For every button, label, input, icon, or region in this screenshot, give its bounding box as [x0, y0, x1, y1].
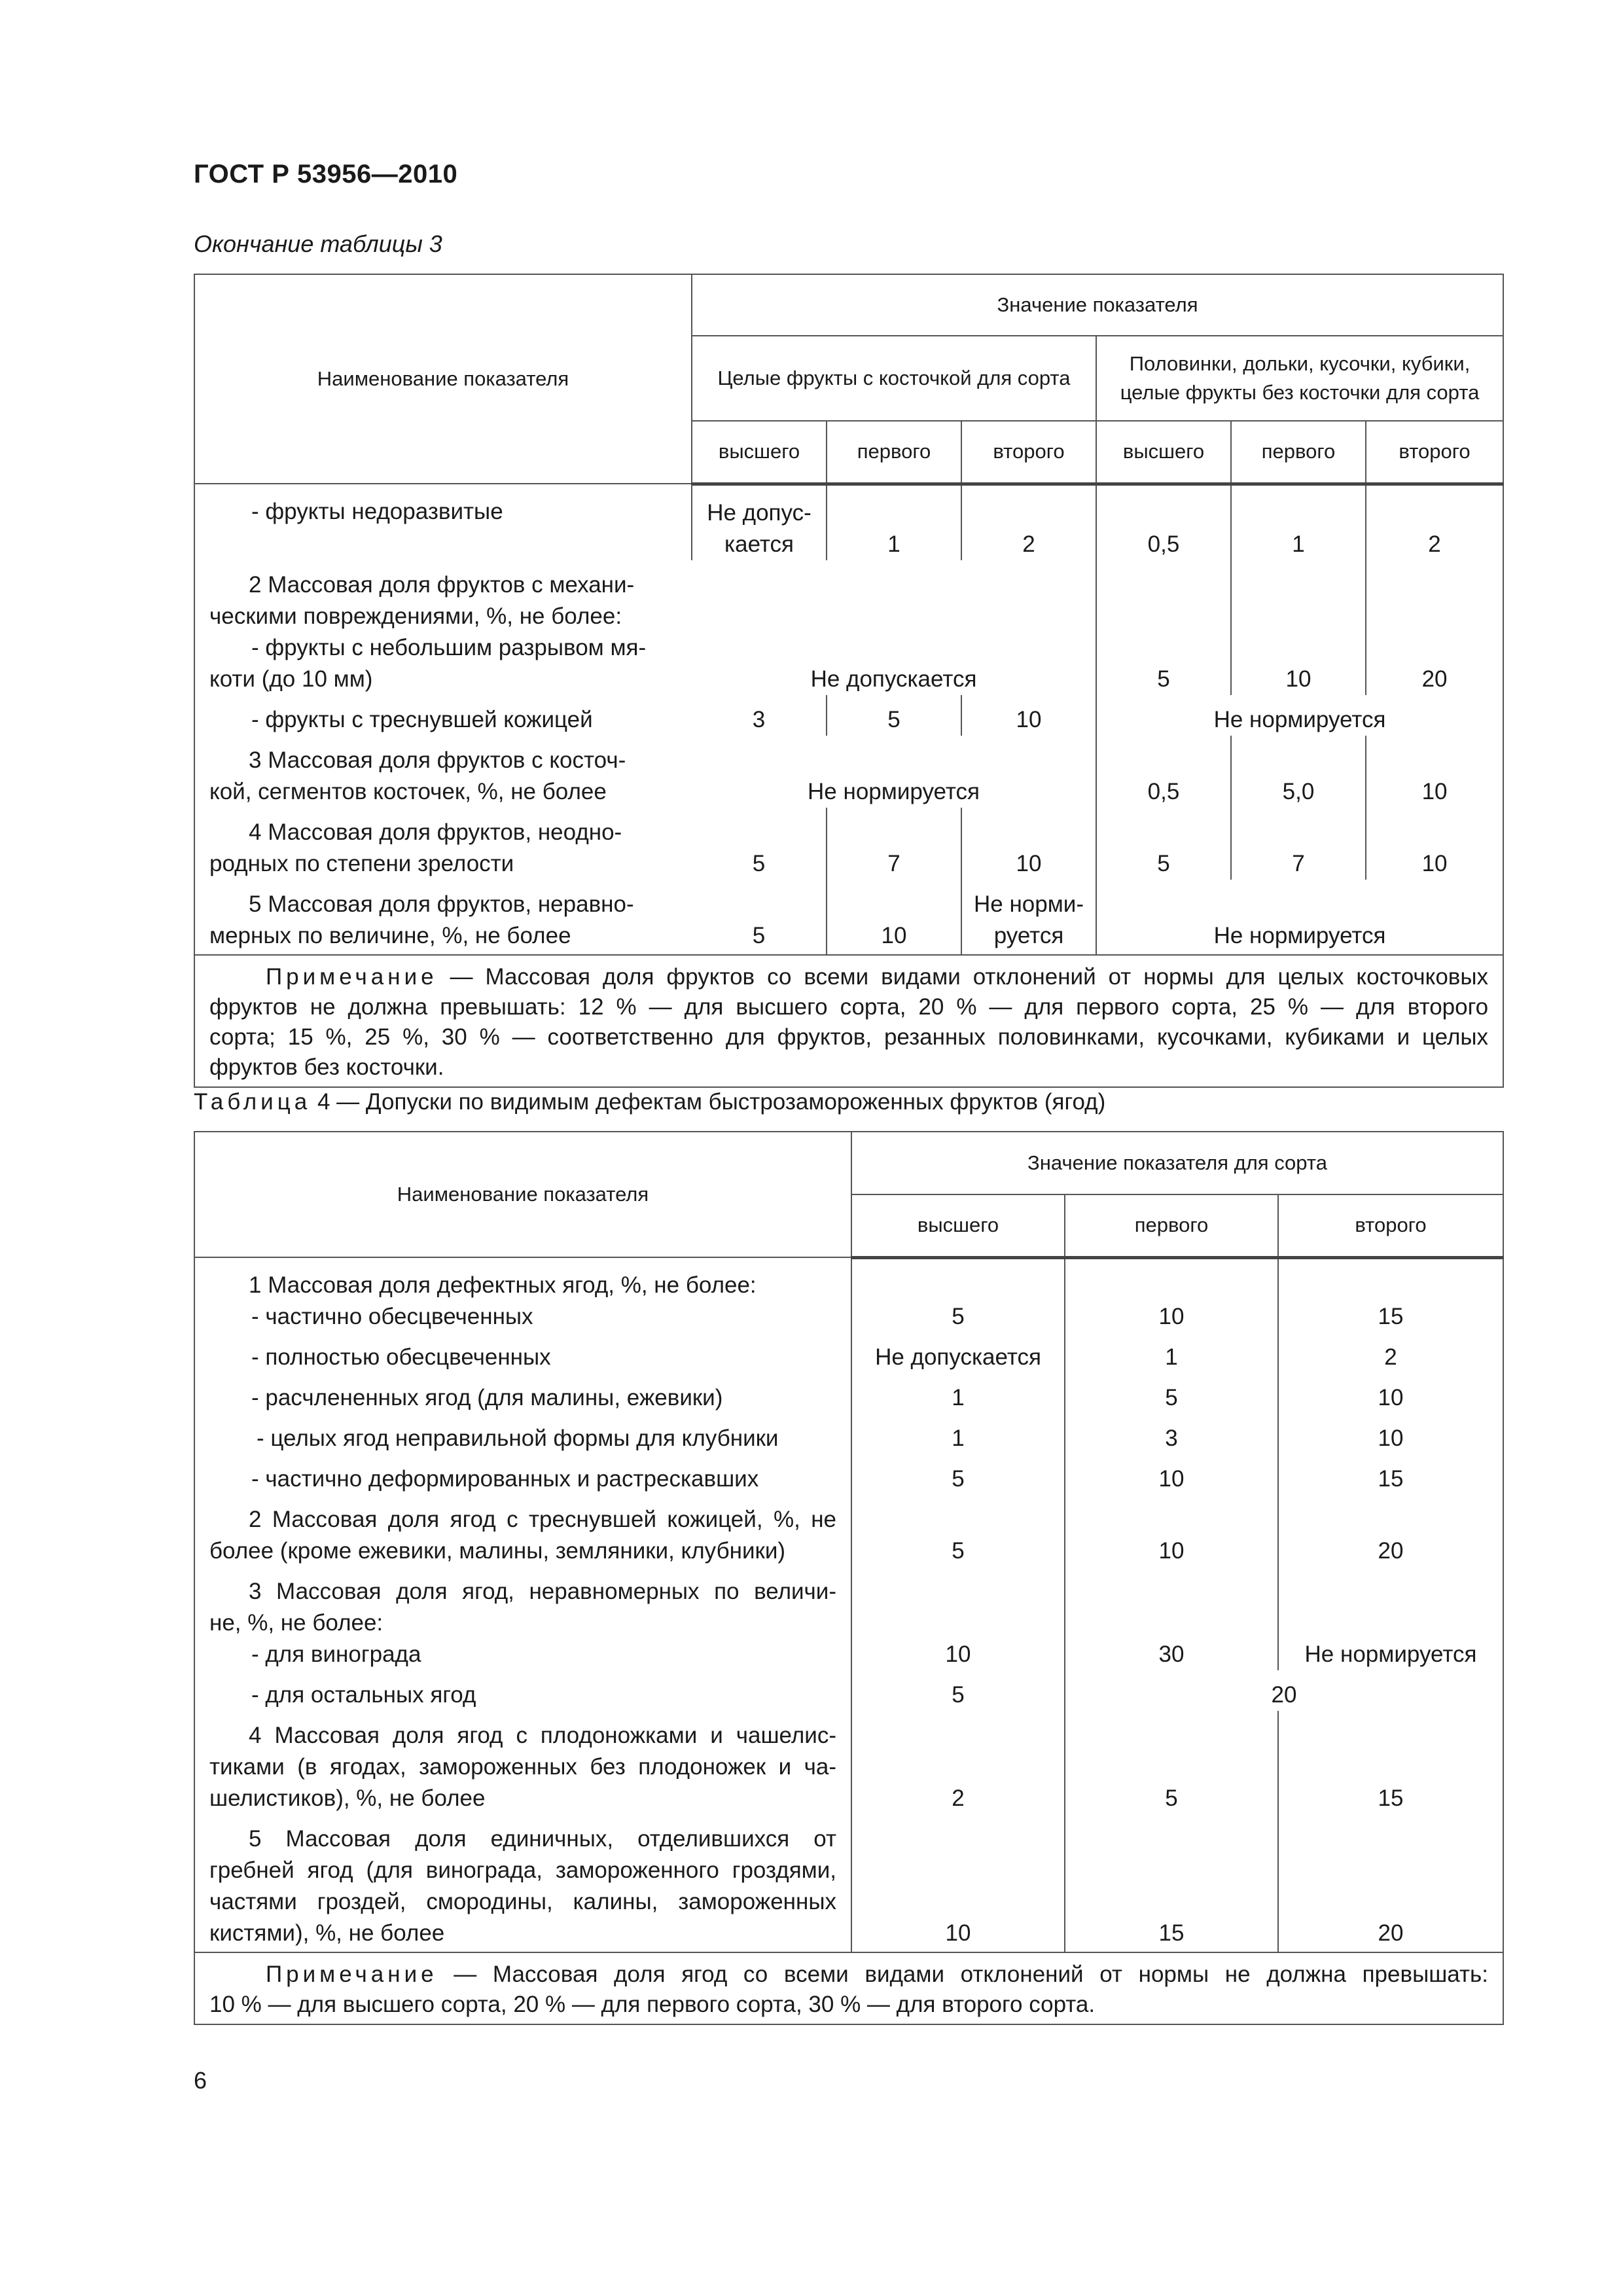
- cell-value: Не норми-: [974, 891, 1084, 917]
- cell-value: 2: [1366, 484, 1503, 560]
- grade-header: второго: [1366, 421, 1503, 484]
- row-label: 4 Массовая доля фруктов, неодно-: [249, 819, 622, 845]
- cell-value: 0,5: [1096, 484, 1231, 560]
- cell-value: Не нормируется: [1278, 1567, 1503, 1670]
- table-row: [194, 1454, 1503, 1495]
- grade-header: первого: [1065, 1194, 1278, 1257]
- row-label: - частично обесцвеченных: [251, 1304, 533, 1329]
- cell-value: 5: [1096, 808, 1231, 880]
- cell-value: Не допускается: [851, 1333, 1065, 1373]
- grade-header: высшего: [851, 1194, 1065, 1257]
- grade-header: первого: [1231, 421, 1366, 484]
- row-label: ческими повреждениями, %, не более:: [209, 603, 622, 629]
- row-label: 5 Массовая доля фруктов, неравно-: [249, 891, 634, 917]
- row-label: тиками (в ягодах, замороженных без плодоножек и ча-: [209, 1754, 836, 1780]
- table-row: [194, 1373, 1503, 1414]
- row-label: частями гроздей, смородины, калины, замороженных: [209, 1889, 836, 1914]
- row-label: кой, сегментов косточек, %, не более: [209, 778, 607, 804]
- table-row: [194, 1495, 1503, 1567]
- row-label: 4 Массовая доля ягод с плодоножками и чашелис-: [249, 1723, 836, 1748]
- cell-value: 5: [692, 880, 827, 955]
- table-note-row: [194, 1952, 1503, 2024]
- table-row: [194, 1301, 1503, 1333]
- table-4-header-name: Наименование показателя: [194, 1132, 851, 1257]
- note-text: — Массовая доля фруктов со всеми видами отклонений от нормы для целых косточковых: [450, 963, 1489, 990]
- caption-prefix: Таблица: [194, 1089, 312, 1115]
- row-label: мерных по величине, %, не более: [209, 922, 571, 948]
- row-label: - целых ягод неправильной формы для клубники: [257, 1426, 779, 1451]
- table-row: [194, 560, 1503, 695]
- cell-value: 10: [1278, 1414, 1503, 1454]
- row-label: 5 Массовая доля единичных, отделившихся от: [249, 1826, 836, 1852]
- cell-merged: Не нормируется: [1096, 880, 1503, 955]
- cell-value: 10: [1065, 1495, 1278, 1567]
- row-label: - расчлененных ягод (для малины, ежевики): [251, 1385, 723, 1410]
- row-label: 2 Массовая доля фруктов с механи-: [249, 571, 635, 598]
- cell-value: 10: [851, 1567, 1065, 1670]
- grade-header: высшего: [1096, 421, 1231, 484]
- row-label: 3 Массовая доля ягод, неравномерных по величи-: [249, 1579, 836, 1604]
- cell-merged: Не нормируется: [1096, 695, 1503, 736]
- note-text: фруктов не должна превышать: 12 % — для высшего сорта, 20 % — для первого сорта, 25 % — для второго: [209, 994, 1489, 1020]
- table-row: [194, 880, 1503, 955]
- table-3: [194, 274, 1504, 1088]
- table-row: [194, 1814, 1503, 1952]
- table-3-caption: Окончание таблицы 3: [194, 230, 442, 257]
- table-row: [194, 695, 1503, 736]
- table-row: [194, 1414, 1503, 1454]
- table-row: [194, 808, 1503, 880]
- cell-value: 15: [1278, 1454, 1503, 1495]
- cell-value: 5: [1096, 560, 1231, 695]
- row-label: не, %, не более:: [209, 1610, 383, 1636]
- cell-value: 3: [1065, 1414, 1278, 1454]
- cell-value: 20: [1278, 1814, 1503, 1952]
- cell-value: 20: [1366, 560, 1503, 695]
- cell-value: 1: [851, 1373, 1065, 1414]
- table-row: [194, 1333, 1503, 1373]
- cell-value: 10: [961, 695, 1096, 736]
- cell-value: 2: [851, 1711, 1065, 1814]
- header-cut-line: Половинки, дольки, кусочки, кубики,: [1129, 352, 1471, 375]
- cell-value: 1: [827, 484, 961, 560]
- cell-value: 5: [1065, 1711, 1278, 1814]
- cell-value: 0,5: [1096, 736, 1231, 808]
- row-label: коти (до 10 мм): [209, 666, 373, 692]
- cell-value: 10: [851, 1814, 1065, 1952]
- cell-merged: Не нормируется: [692, 736, 1096, 808]
- cell-value: 5: [851, 1454, 1065, 1495]
- row-label: - фрукты с треснувшей кожицей: [251, 706, 593, 732]
- row-label: - для винограда: [251, 1641, 421, 1667]
- cell-merged: 20: [1065, 1670, 1503, 1711]
- row-label: 2 Массовая доля ягод с треснувшей кожицей, %, не: [249, 1507, 836, 1532]
- table-row: [194, 1670, 1503, 1711]
- document-id: ГОСТ Р 53956—2010: [194, 160, 458, 188]
- row-label: гребней ягод (для винограда, замороженного гроздями,: [209, 1857, 836, 1883]
- row-label: кистями), %, не более: [209, 1920, 445, 1946]
- table-3-header-value: Значение показателя: [692, 274, 1503, 336]
- cell-value: 20: [1278, 1495, 1503, 1567]
- cell-value: кается: [724, 531, 794, 557]
- caption-text: 4 — Допуски по видимым дефектам быстрозамороженных фруктов (ягод): [317, 1089, 1106, 1115]
- grade-header: высшего: [692, 421, 827, 484]
- table-4-caption: [194, 1089, 1105, 1115]
- cell-value: 5,0: [1231, 736, 1366, 808]
- cell-value: 5: [851, 1670, 1065, 1711]
- table-row: [194, 1567, 1503, 1670]
- grade-header: второго: [1278, 1194, 1503, 1257]
- table-row: [194, 736, 1503, 808]
- cell-value: 2: [961, 484, 1096, 560]
- row-label: 1 Массовая доля дефектных ягод, %, не более:: [249, 1272, 757, 1298]
- cell-value: 1: [1065, 1333, 1278, 1373]
- table-3-note: [194, 955, 1503, 1087]
- table-4-note: [194, 1952, 1503, 2024]
- cell-value: 10: [827, 880, 961, 955]
- note-prefix: Примечание: [266, 963, 438, 990]
- cell-value: 10: [1366, 736, 1503, 808]
- row-label: - фрукты с небольшим разрывом мя-: [251, 634, 647, 660]
- cell-value: 15: [1065, 1814, 1278, 1952]
- cell-value: 10: [1231, 560, 1366, 695]
- table-4-header-value: Значение показателя для сорта: [851, 1132, 1503, 1194]
- row-label: - частично деформированных и растрескавших: [251, 1466, 759, 1492]
- cell-value: 5: [1065, 1373, 1278, 1414]
- cell-value: руется: [993, 922, 1064, 948]
- row-label: - фрукты недоразвитые: [251, 499, 503, 524]
- cell-value: 10: [961, 808, 1096, 880]
- header-cut-line: целые фрукты без косточки для сорта: [1120, 381, 1480, 404]
- cell-value: Не допус-: [707, 499, 812, 526]
- table-row: [194, 484, 1503, 560]
- row-label: 3 Массовая доля фруктов с косточ-: [249, 747, 626, 773]
- cell-value: 5: [851, 1495, 1065, 1567]
- table-row: [194, 1257, 1503, 1301]
- cell-value: 5: [827, 695, 961, 736]
- row-label: - полностью обесцвеченных: [251, 1344, 551, 1370]
- cell-value: 1: [1231, 484, 1366, 560]
- table-note-row: [194, 955, 1503, 1087]
- note-text: 10 % — для высшего сорта, 20 % — для первого сорта, 30 % — для второго сорта.: [209, 1992, 1096, 2017]
- grade-header: первого: [827, 421, 961, 484]
- table-3-header-whole: Целые фрукты с косточкой для сорта: [692, 336, 1096, 421]
- cell-value: 15: [1278, 1711, 1503, 1814]
- note-text: фруктов без косточки.: [209, 1054, 444, 1080]
- cell-value: 10: [1366, 808, 1503, 880]
- table-3-header-name: Наименование показателя: [194, 274, 692, 484]
- cell-merged: Не допускается: [692, 560, 1096, 695]
- row-label: - для остальных ягод: [251, 1682, 476, 1708]
- note-text: — Массовая доля ягод со всеми видами отклонений от нормы не должна превышать:: [454, 1962, 1488, 1987]
- table-row: [194, 1711, 1503, 1814]
- page-number: 6: [194, 2067, 207, 2094]
- cell-value: 3: [692, 695, 827, 736]
- row-label: более (кроме ежевики, малины, земляники, клубники): [209, 1538, 786, 1564]
- cell-value: 7: [827, 808, 961, 880]
- table-3-header-cut: [1096, 336, 1503, 421]
- cell-value: 2: [1278, 1333, 1503, 1373]
- cell-value: 15: [1278, 1301, 1503, 1333]
- note-text: сорта; 15 %, 25 %, 30 % — соответственно для фруктов, резанных половинками, кусочками, кубиками и целых: [209, 1024, 1489, 1050]
- note-prefix: Примечание: [266, 1962, 438, 1987]
- grade-header: второго: [961, 421, 1096, 484]
- row-label: шелистиков), %, не более: [209, 1785, 486, 1811]
- cell-value: 10: [1065, 1454, 1278, 1495]
- cell-value: 5: [851, 1301, 1065, 1333]
- table-4: [194, 1131, 1504, 2025]
- cell-value: 30: [1065, 1567, 1278, 1670]
- cell-value: 1: [851, 1414, 1065, 1454]
- cell-value: 10: [1278, 1373, 1503, 1414]
- row-label: родных по степени зрелости: [209, 850, 514, 876]
- cell-value: 5: [692, 808, 827, 880]
- cell-value: 10: [1065, 1301, 1278, 1333]
- cell-value: 7: [1231, 808, 1366, 880]
